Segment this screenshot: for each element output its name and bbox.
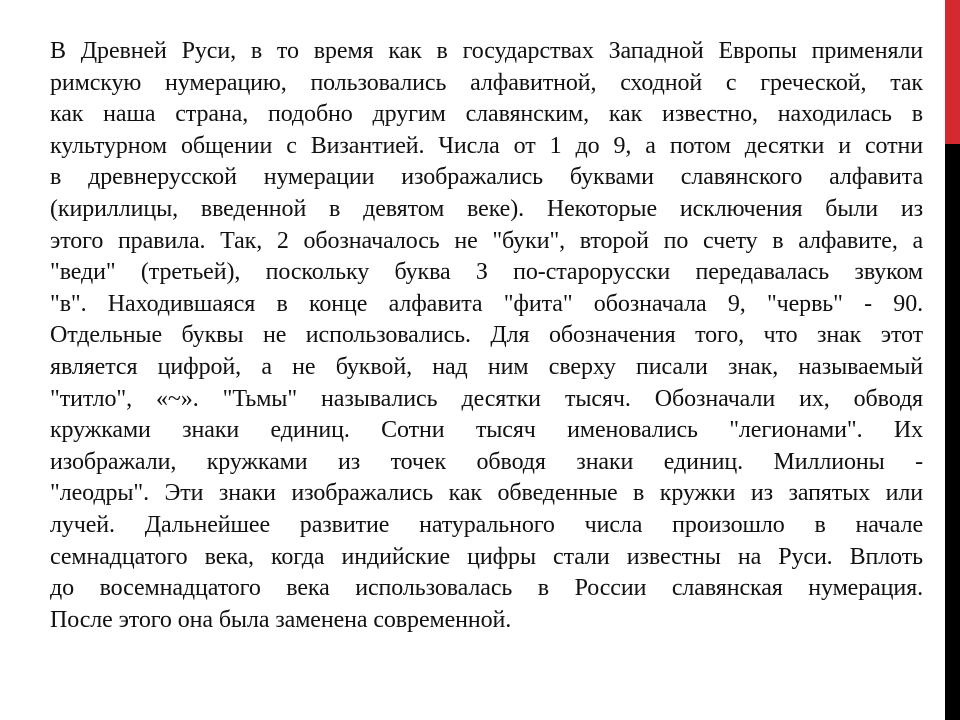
text-line: культурном общении с Византией. Числа от 1 до 9, а потом десятки и сотни (50, 132, 923, 159)
text-line: В Древней Руси, в то время как в государствах Западной Европы применяли (50, 38, 923, 64)
text-line: изображали, кружками из точек обводя знаки единиц. Миллионы - (50, 448, 923, 475)
text-line: "в". Находившаяся в конце алфавита "фита" обозначала 9, "червь" - 90. (50, 290, 923, 317)
text-line: кружками знаки единиц. Сотни тысяч именовались "легионами". Их (50, 417, 923, 444)
text-line: Отдельные буквы не использовались. Для обозначения того, что знак этот (50, 322, 923, 349)
text-line: После этого она была заменена современной. (50, 606, 512, 633)
text-line: как наша страна, подобно другим славянским, как известно, находилась в (50, 101, 923, 128)
text-line: (кириллицы, введенной в девятом веке). Некоторые исключения были из (50, 195, 923, 222)
text-line: этого правила. Так, 2 обозначалось не "буки", второй по счету в алфавите, а (50, 227, 923, 254)
text-line: в древнерусской нумерации изображались буквами славянского алфавита (50, 164, 923, 191)
text-line: является цифрой, а не буквой, над ним сверху писали знак, называемый (50, 353, 923, 380)
text-line: "леодры". Эти знаки изображались как обведенные в кружки из запятых или (50, 480, 923, 507)
text-line: лучей. Дальнейшее развитие натурального числа произошло в начале (50, 511, 923, 538)
side-bar-red-accent (945, 0, 960, 144)
text-line: "веди" (третьей), поскольку буква З по-старорусски передавалась звуком (50, 259, 923, 286)
decorative-side-bar (945, 0, 960, 720)
slide-body-text (50, 36, 923, 636)
text-line: до восемнадцатого века использовалась в России славянская нумерация. (50, 575, 923, 602)
text-line: римскую нумерацию, пользовались алфавитной, сходной с греческой, так (50, 69, 923, 96)
text-line: "титло", «~». "Тьмы" назывались десятки тысяч. Обозначали их, обводя (50, 385, 923, 412)
text-line: семнадцатого века, когда индийские цифры стали известны на Руси. Вплоть (50, 543, 923, 570)
